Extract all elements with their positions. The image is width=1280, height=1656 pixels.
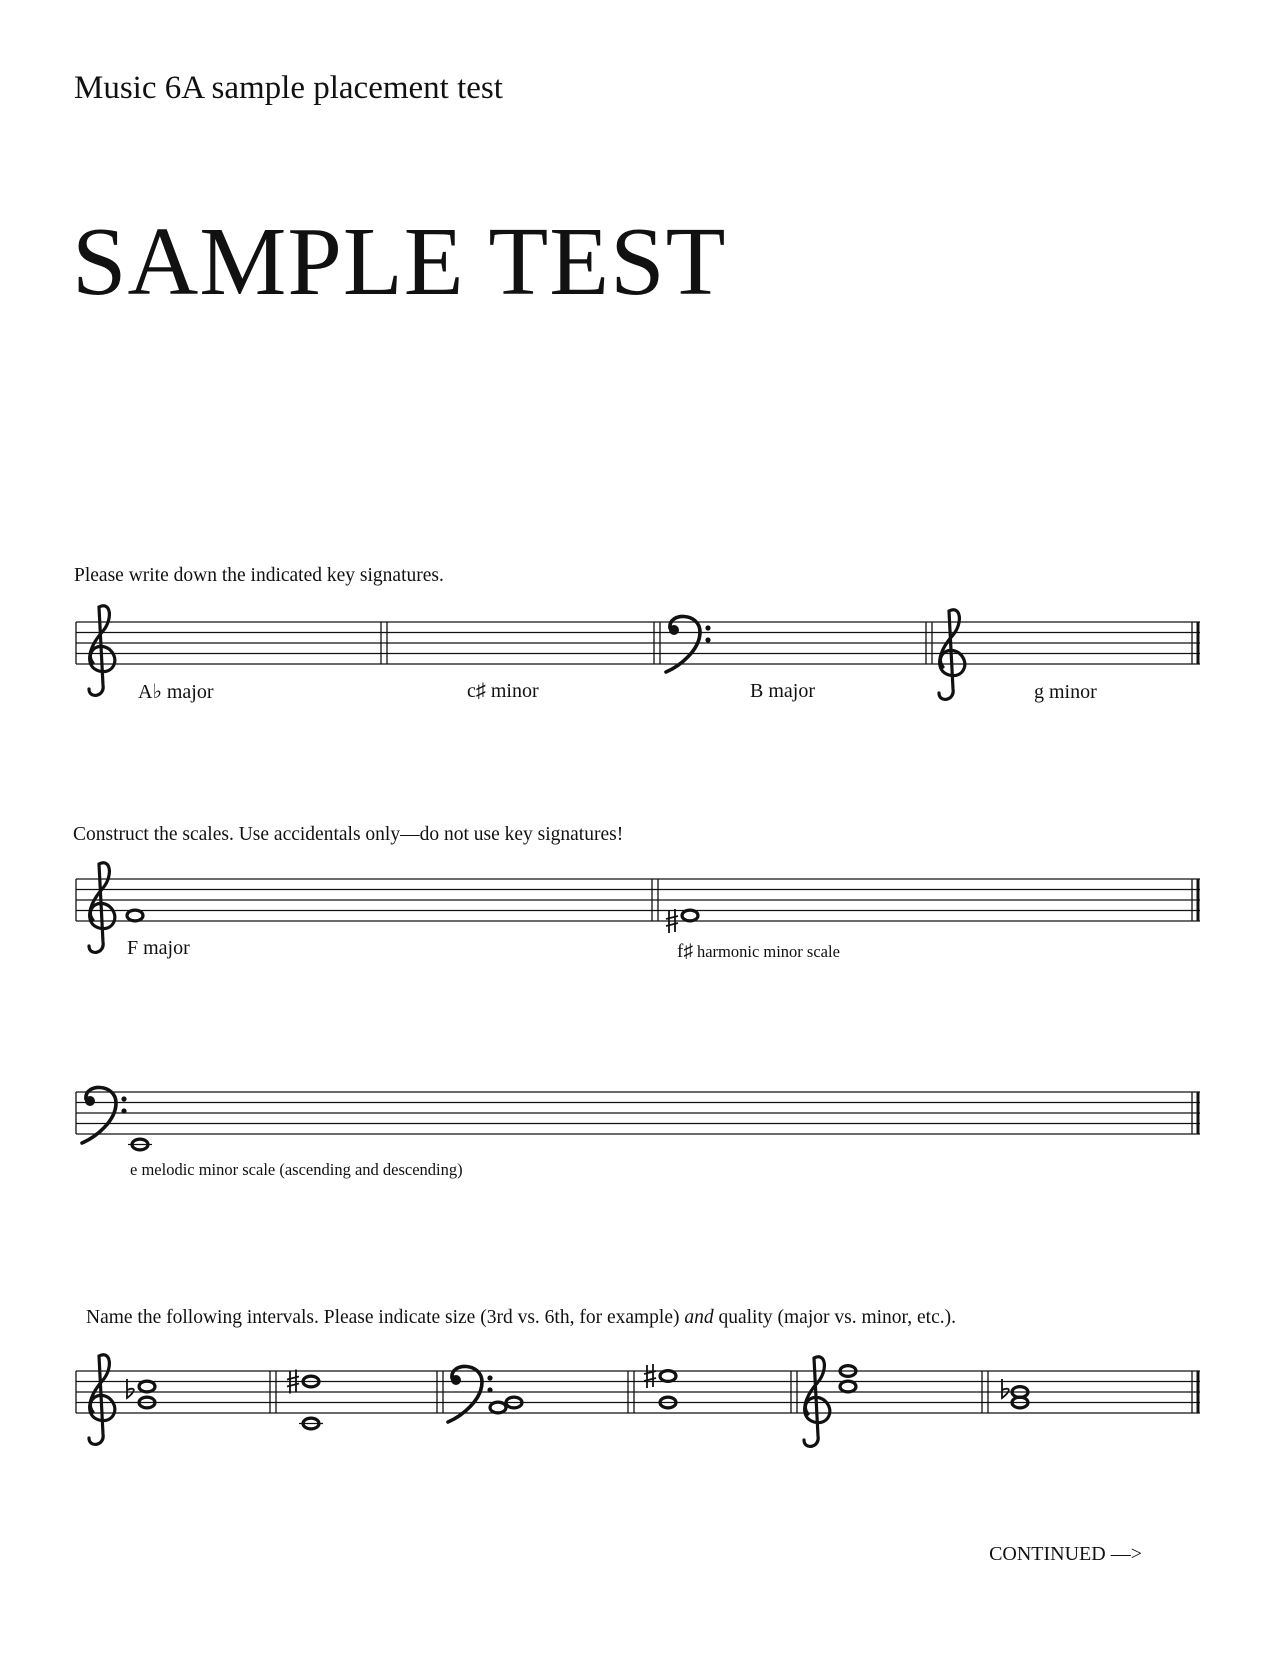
key-signature-instruction: Please write down the indicated key signatures. — [74, 565, 444, 586]
treble-clef-icon — [939, 610, 965, 700]
key-label-csharp-minor: c♯ minor — [467, 680, 539, 702]
scale-label-f-major: F major — [127, 937, 190, 959]
treble-clef-icon — [89, 1355, 115, 1445]
intervals-instruction-em: and — [684, 1307, 714, 1328]
fsharp-prefix: f♯ — [677, 941, 693, 962]
staff-scales-treble — [76, 863, 1200, 953]
bass-clef-icon — [448, 1366, 493, 1422]
continued-label: CONTINUED —> — [989, 1543, 1142, 1565]
staff-scales-bass — [76, 1087, 1200, 1149]
intervals-instruction-part2: quality (major vs. minor, etc.). — [713, 1307, 956, 1328]
page-title: SAMPLE TEST — [72, 208, 727, 316]
fsharp-suffix: harmonic minor scale — [696, 942, 840, 961]
whole-note-f — [127, 910, 143, 921]
key-label-ab-major: A♭ major — [138, 681, 214, 703]
whole-note — [490, 1402, 506, 1413]
treble-clef-icon — [89, 606, 115, 696]
whole-note — [660, 1371, 676, 1382]
treble-clef-icon — [804, 1357, 830, 1447]
scale-label-e-melodic-minor: e melodic minor scale (ascending and descending) — [130, 1160, 463, 1179]
treble-clef-icon — [89, 863, 115, 953]
whole-note — [840, 1381, 856, 1392]
sharp-icon — [644, 1364, 656, 1388]
key-label-b-major: B major — [750, 680, 815, 702]
whole-note — [139, 1381, 155, 1392]
bass-clef-icon — [82, 1087, 127, 1143]
staff-intervals — [76, 1355, 1200, 1447]
page-header: Music 6A sample placement test — [74, 70, 503, 106]
whole-note-fsharp — [682, 910, 698, 921]
staff-key-signatures — [76, 606, 1200, 700]
key-label-g-minor: g minor — [1034, 681, 1097, 703]
intervals-instruction-part1: Name the following intervals. Please indicate size (3rd vs. 6th, for example) — [86, 1307, 685, 1328]
scales-instruction: Construct the scales. Use accidentals only—do not use key signatures! — [73, 824, 624, 845]
